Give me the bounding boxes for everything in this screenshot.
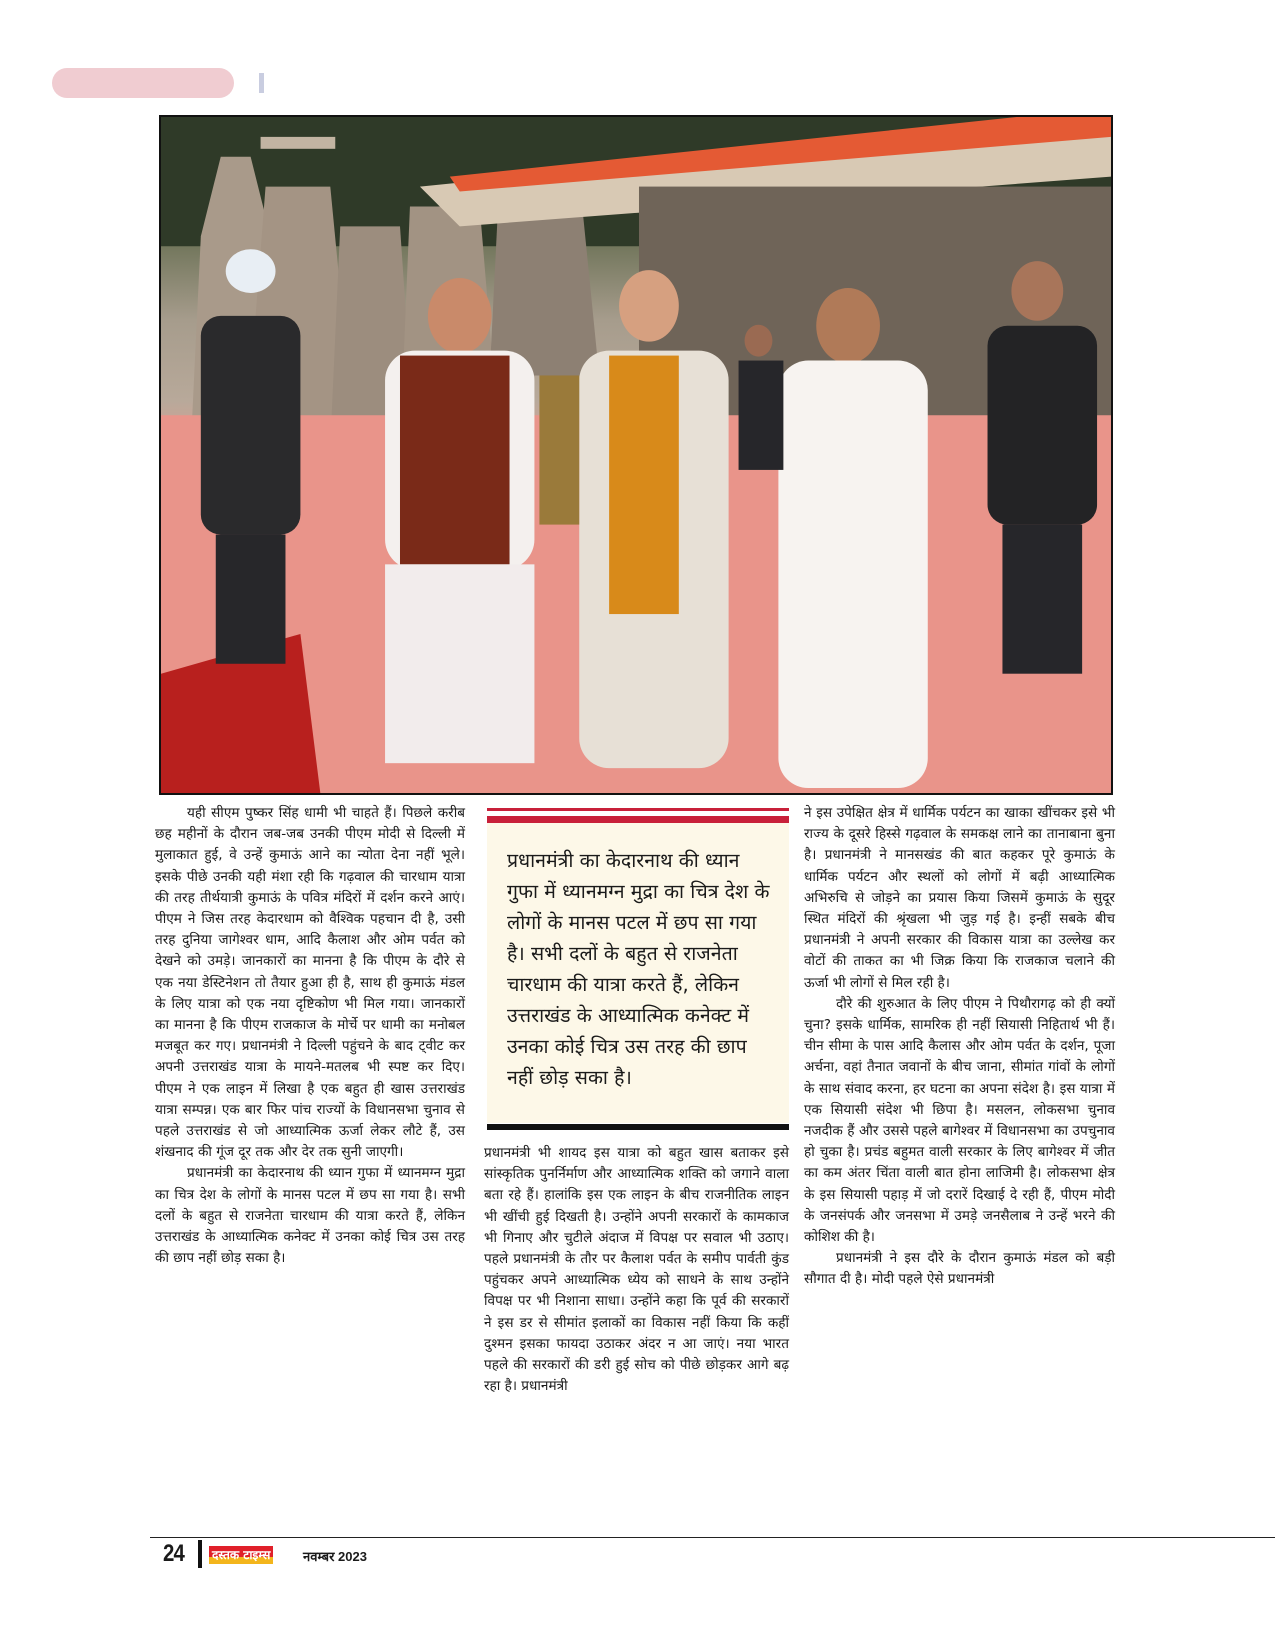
paragraph: प्रधानमंत्री ने इस दौरे के दौरान कुमाऊं मंडल को बड़ी सौगात दी है। मोदी पहले ऐसे प्रधानमंत्री: [804, 1250, 1115, 1288]
article-photo: [159, 115, 1113, 795]
pull-quote: [487, 808, 789, 1134]
footer-separator: [198, 1540, 202, 1568]
paragraph: प्रधानमंत्री का केदारनाथ की ध्यान गुफा में ध्यानमग्न मुद्रा का चित्र देश के लोगों के मानस पटल में छप सा गया है। सभी दलों के बहुत से राजनेता चारधाम की यात्रा करते हैं, लेकिन उत्तराखंड के आध्यात्मिक कनेक्ट में उनका कोई चित्र उस तरह की छाप नहीं छोड़ सका है।: [155, 1165, 465, 1267]
photo-image-icon: [161, 117, 1111, 793]
paragraph: दौरे की शुरुआत के लिए पीएम ने पिथौरागढ़ को ही क्यों चुना? इसके धार्मिक, सामरिक ही नहीं सियासी निहितार्थ भी हैं। चीन सीमा के पास आदि कैलास और ओम पर्वत के दर्शन, पूजा अर्चना, वहां तैनात जवानों के बीच जाना, सीमांत गांवों के लोगों के साथ संवाद करना, हर घटना का अपना संदेश है। इस यात्रा में एक सियासी संदेश भी छिपा है। मसलन, लोकसभा चुनाव नजदीक हैं और उससे पहले बागेश्वर में विधानसभा का उपचुनाव हो चुका है। प्रचंड बहुमत वाली सरकार के लिए बागेश्वर में जीत का कम अंतर चिंता वाली बात होना लाजिमी है। लोकसभा क्षेत्र के इस सियासी पहाड़ में जो दरारें दिखाई दे रही हैं, पीएम मोदी के जनसंपर्क और जनसभा में उमड़े जनसैलाब ने उन्हें भरने की कोशिश की है।: [804, 995, 1115, 1246]
pull-quote-rule-bottom: [487, 1124, 789, 1130]
publication-logo: दस्तक टाइम्स: [209, 1546, 273, 1564]
issue-date: नवम्बर 2023: [303, 1549, 367, 1564]
article-column-1: [155, 803, 465, 1269]
section-tag: [52, 68, 234, 98]
footer-rule: [150, 1537, 1275, 1538]
paragraph: यही सीएम पुष्कर सिंह धामी भी चाहते हैं। पिछले करीब छह महीनों के दौरान जब-जब उनकी पीएम मोदी से दिल्ली में मुलाकात हुई, वे उन्हें कुमाऊं आने का न्योता देना नहीं भूले। इसके पीछे उनकी यही मंशा रही कि गढ़वाल की चारधाम यात्रा की तरह तीर्थयात्री कुमाऊं के पवित्र मंदिरों में दर्शन करने आएं। पीएम ने जिस तरह केदारधाम को वैश्विक पहचान दी है, उसी तरह दुनिया जागेश्वर धाम, आदि कैलाश और ओम पर्वत को देखने को उमड़े। जानकारों का मानना है कि पीएम के दौरे से एक नया डेस्टिनेशन तो तैयार हुआ ही है, साथ ही कुमाऊं मंडल के लिए यात्रा को एक नया दृष्टिकोण भी मिल गया। जानकारों का मानना है कि पीएम राजकाज के मोर्चे पर धामी का मनोबल मजबूत कर गए। प्रधानमंत्री ने दिल्ली पहुंचने के बाद ट्वीट कर अपनी उत्तराखंड यात्रा के मायने-मतलब भी स्पष्ट कर दिए। पीएम ने एक लाइन में लिखा है एक बहुत ही खास उत्तराखंड यात्रा सम्पन्न। एक बार फिर पांच राज्यों के विधानसभा चुनाव से पहले उत्तराखंड से जो आध्यात्मिक ऊर्जा लेकर लौटे हैं, उस शंखनाद की गूंज दूर तक और देर तक सुनी जाएगी।: [155, 805, 465, 1161]
pull-quote-text: प्रधानमंत्री का केदारनाथ की ध्यान गुफा में ध्यानमग्न मुद्रा का चित्र देश के लोगों के मानस पटल में छप सा गया है। सभी दलों के बहुत से राजनेता चारधाम की यात्रा करते हैं, लेकिन उत्तराखंड के आध्यात्मिक कनेक्ट में उनका कोई चित्र उस तरह की छाप नहीं छोड़ सका है।: [487, 823, 789, 1123]
article-column-2: [484, 1143, 789, 1397]
pull-quote-rule-top: [487, 808, 789, 811]
pull-quote-rule-top-thick: [487, 816, 789, 823]
paragraph: प्रधानमंत्री भी शायद इस यात्रा को बहुत खास बताकर इसे सांस्कृतिक पुनर्निर्माण और आध्यात्मिक शक्ति को जगाने वाला बता रहे हैं। हालांकि इस एक लाइन के बीच राजनीतिक लाइन भी खींची हुई दिखती है। उन्होंने अपनी सरकारों के कामकाज भी गिनाए और चुटीले अंदाज में विपक्ष पर सवाल भी उठाए। पहले प्रधानमंत्री के तौर पर कैलाश पर्वत के समीप पार्वती कुंड पहुंचकर अपने आध्यात्मिक ध्येय को साधने के साथ उन्होंने विपक्ष पर भी निशाना साधा। उन्होंने कहा कि पूर्व की सरकारों ने इस डर से सीमांत इलाकों का विकास नहीं किया कि कहीं दुश्मन इसका फायदा उठाकर अंदर न आ जाएं। नया भारत पहले की सरकारों की डरी हुई सोच को पीछे छोड़कर आगे बढ़ रहा है। प्रधानमंत्री: [484, 1145, 789, 1395]
page-number: 24: [163, 1540, 184, 1567]
section-marker: [259, 73, 264, 93]
paragraph: ने इस उपेक्षित क्षेत्र में धार्मिक पर्यटन का खाका खींचकर इसे भी राज्य के दूसरे हिस्से गढ़वाल के समकक्ष लाने का तानाबाना बुना है। प्रधानमंत्री ने मानसखंड की बात कहकर पूरे कुमाऊं के धार्मिक पर्यटन और स्थलों को लोगों में बढ़ी आध्यात्मिक अभिरुचि से जोड़ने का प्रयास किया जिसमें कुमाऊं के सुदूर स्थित मंदिरों की श्रृंखला भी जुड़ गई है। इन्हीं सबके बीच प्रधानमंत्री ने अपनी सरकार की विकास यात्रा का उल्लेख कर वोटों की ताकत का भी जिक्र किया कि राजकाज चलाने की ऊर्जा भी लोगों से मिल रही है।: [804, 805, 1115, 991]
article-column-3: [804, 803, 1115, 1291]
